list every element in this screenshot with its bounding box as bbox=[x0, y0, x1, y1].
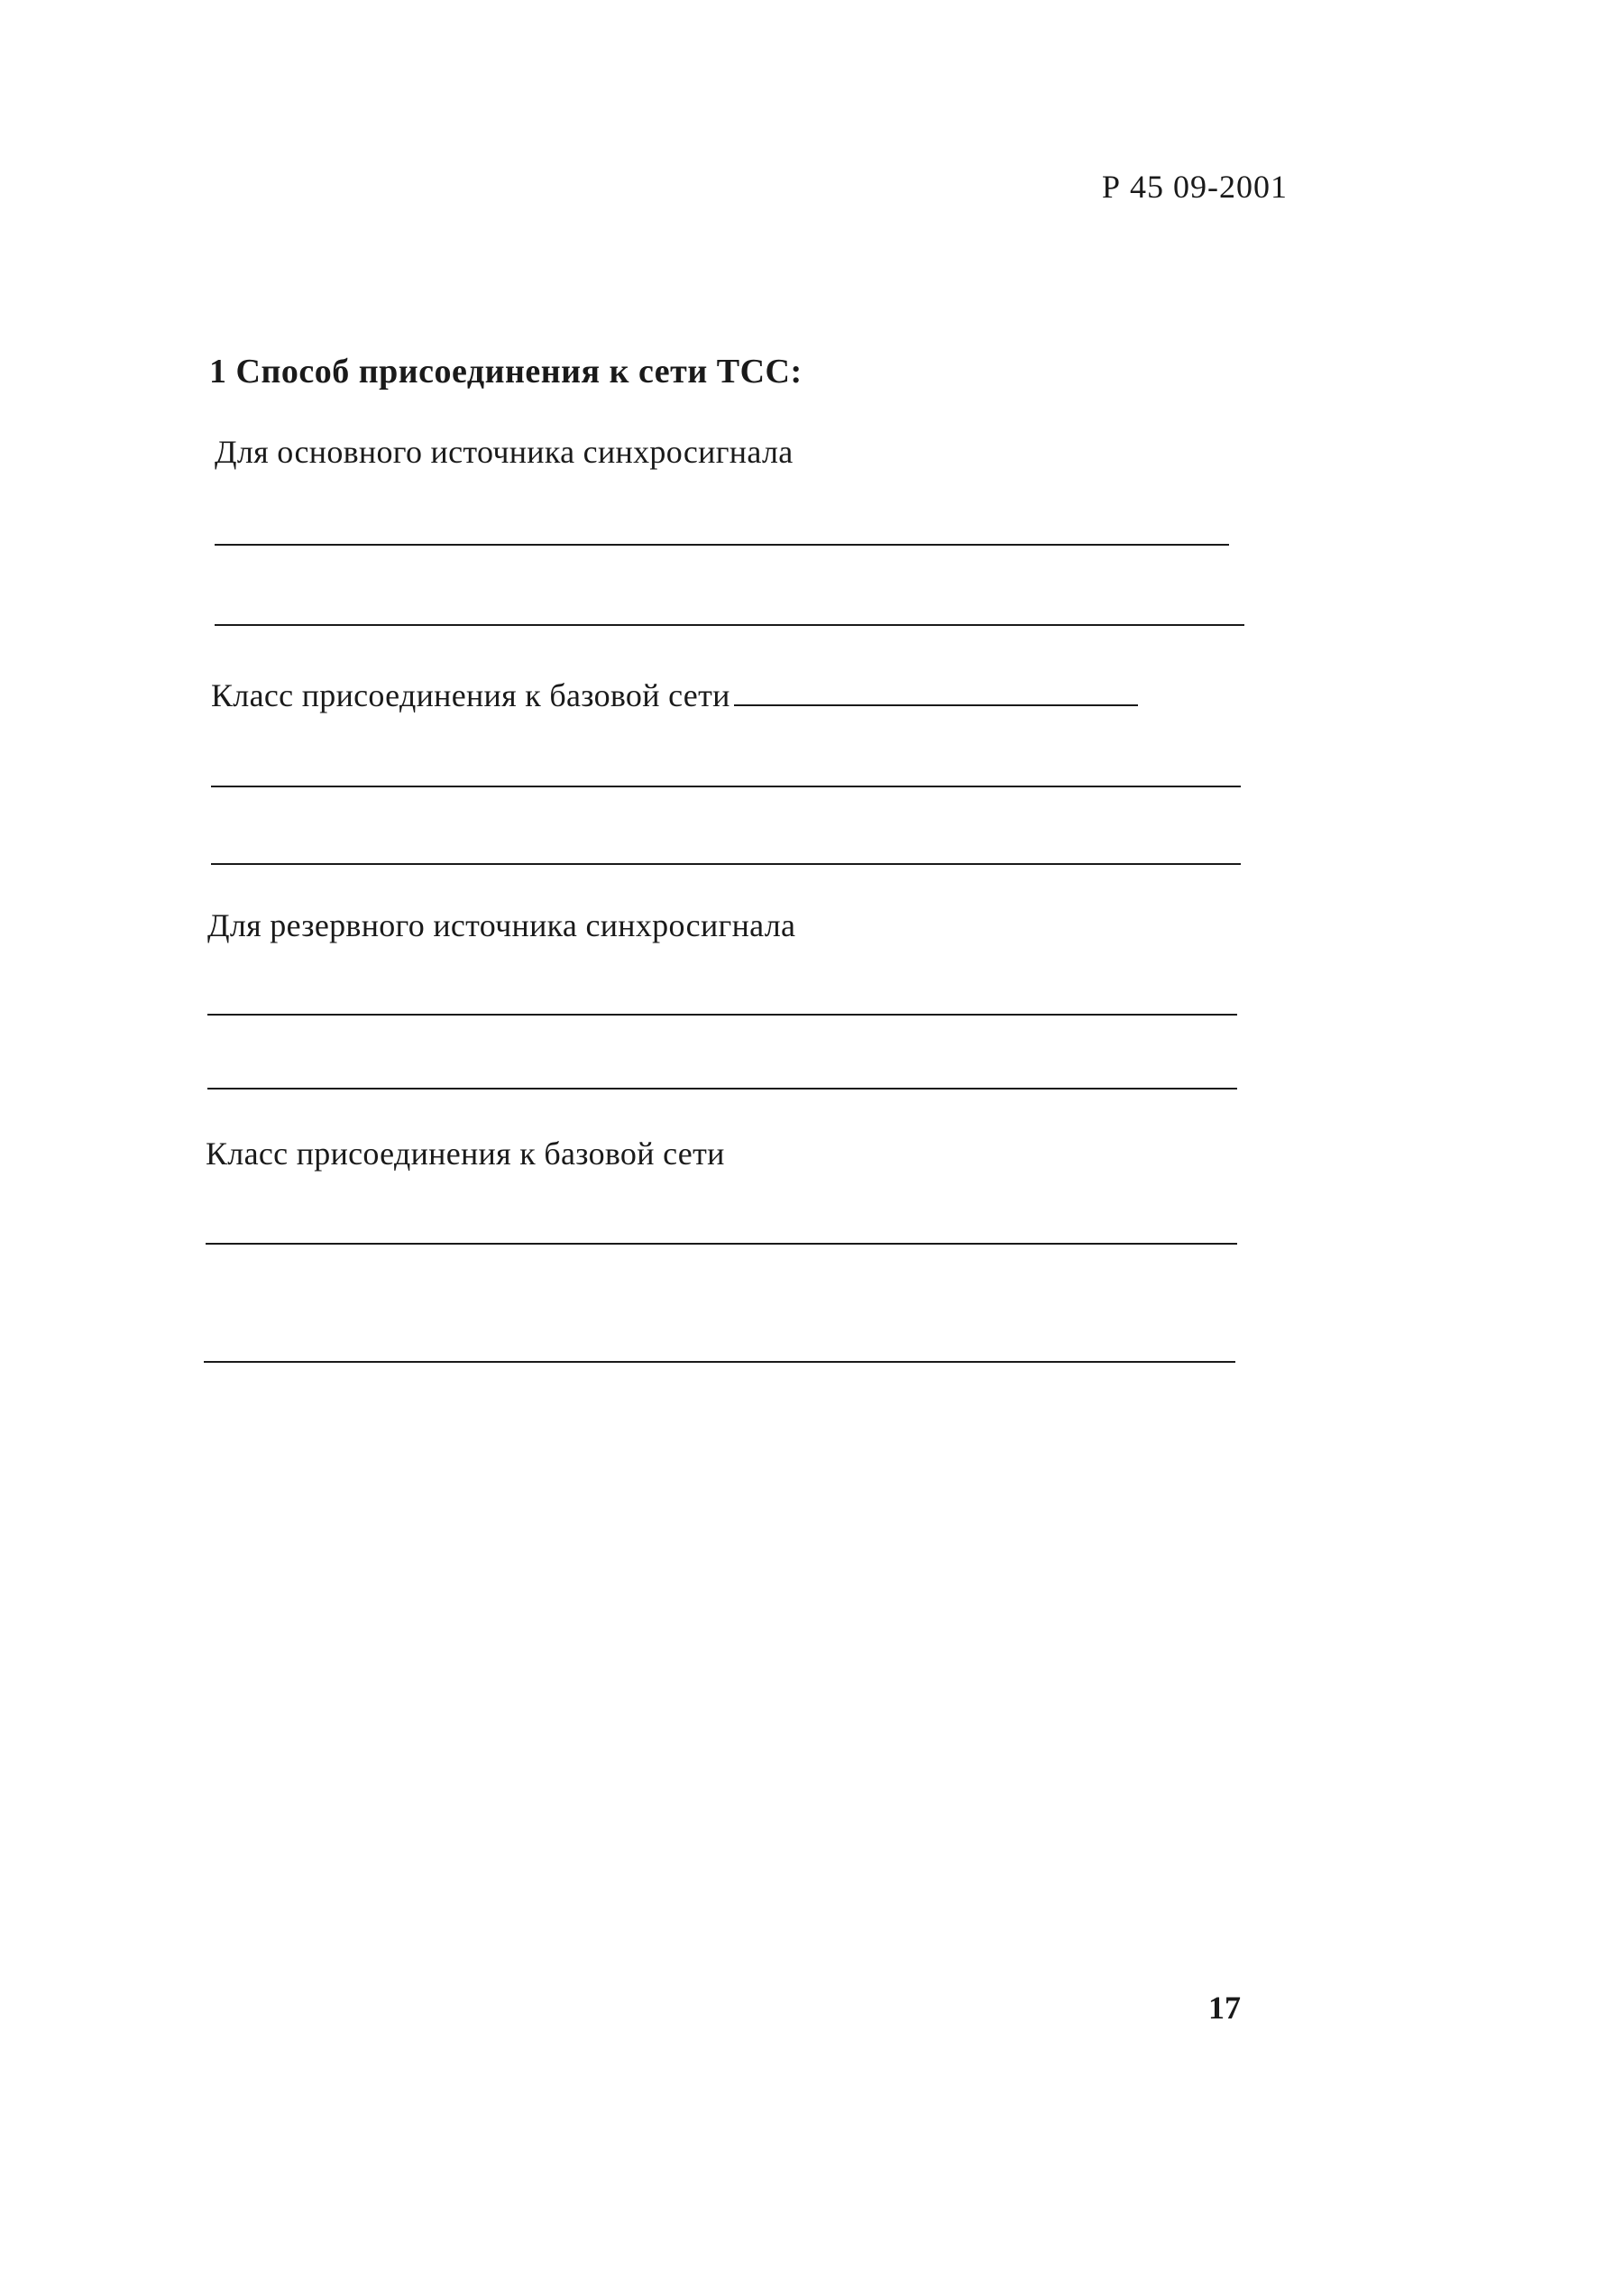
backup-source-line-2[interactable] bbox=[207, 1088, 1237, 1090]
primary-class-line-2[interactable] bbox=[211, 863, 1241, 865]
page-number: 17 bbox=[1208, 1990, 1241, 2026]
primary-source-label: Для основного источника синхросигнала bbox=[215, 434, 794, 470]
backup-source-line-1[interactable] bbox=[207, 1014, 1237, 1016]
section-heading: 1 Способ присоединения к сети ТСС: bbox=[209, 353, 803, 391]
primary-source-line-2[interactable] bbox=[215, 624, 1244, 626]
primary-class-row bbox=[211, 676, 1138, 714]
backup-class-label: Класс присоединения к базовой сети bbox=[206, 1136, 725, 1172]
primary-class-label: Класс присоединения к базовой сети bbox=[211, 677, 730, 713]
primary-source-line-1[interactable] bbox=[215, 544, 1229, 546]
primary-class-line-1[interactable] bbox=[211, 786, 1241, 787]
backup-source-label: Для резервного источника синхросигнала bbox=[207, 907, 796, 943]
primary-class-line[interactable] bbox=[734, 704, 1138, 706]
backup-class-line-2[interactable] bbox=[204, 1361, 1235, 1363]
backup-class-line-1[interactable] bbox=[206, 1243, 1237, 1245]
document-code: Р 45 09-2001 bbox=[1102, 169, 1289, 205]
